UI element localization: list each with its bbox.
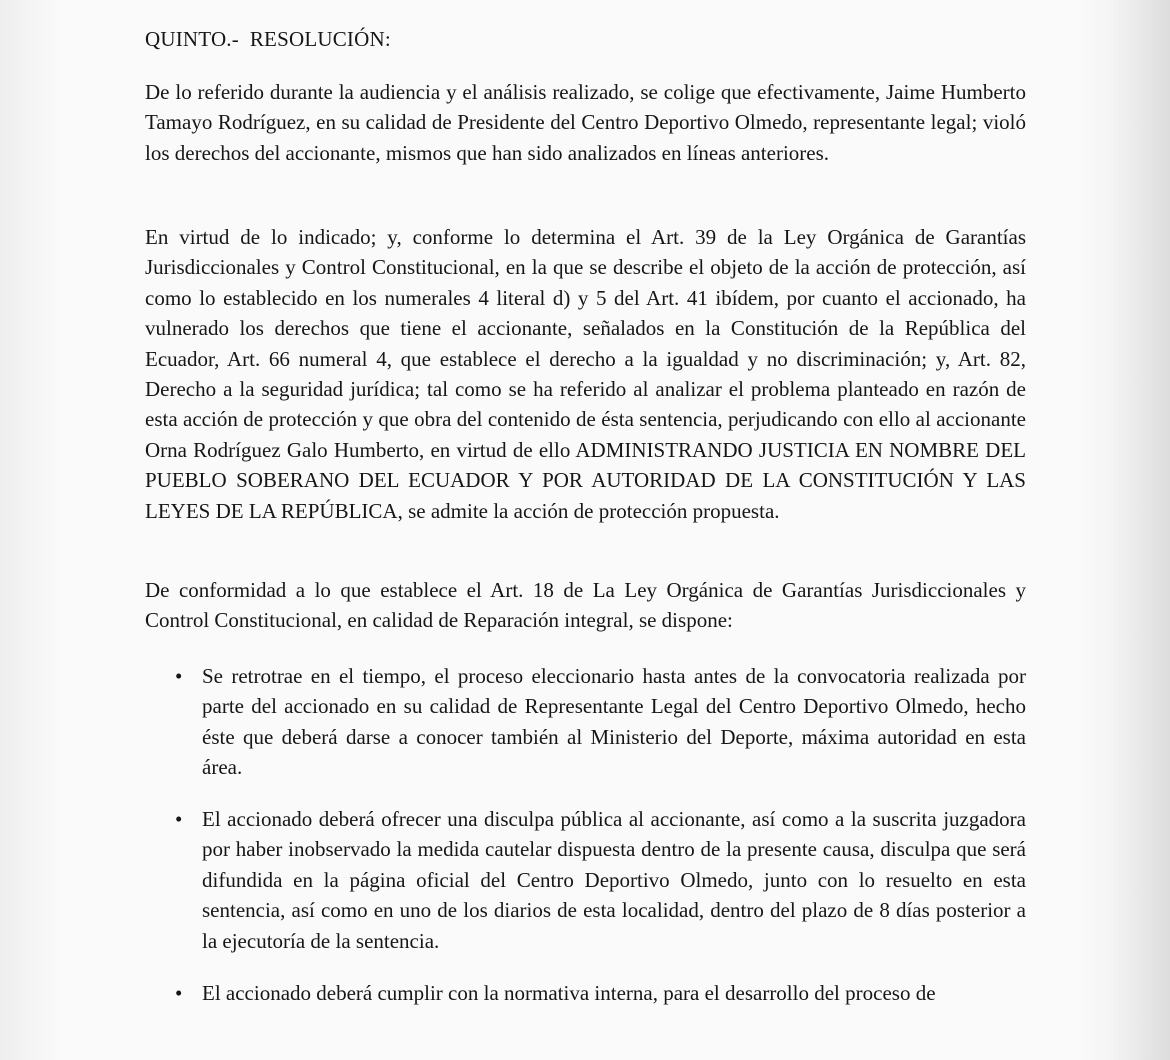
list-item-text: El accionado deberá ofrecer una disculpa pública al accionante, así como a la suscrita juzgadora por haber inobservado la medida cautelar dispuesta dentro de la presente causa, disculpa que será difundida en la página oficial del Centro Deportivo Olmedo, junto con lo resuelto en esta sentencia, así como en uno de los diarios de esta localidad, dentro del plazo de 8 días posterior a la ejecutoría de la sentencia. <box>202 807 1026 953</box>
paragraph-reparation-intro: De conformidad a lo que establece el Art. 18 de La Ley Orgánica de Garantías Jurisdiccionales y Control Constitucional, en calidad de Reparación integral, se dispone: <box>145 578 1026 633</box>
paragraph-ruling: En virtud de lo indicado; y, conforme lo determina el Art. 39 de la Ley Orgánica de Garantías Jurisdiccionales y Control Constitucional, en la que se describe el objeto de la acción de protección, así como lo establecido en los numerales 4 literal d) y 5 del Art. 41 ibídem, por cuanto el accionado, ha vulnerado los derechos que tiene el accionante, señalados en la Constitución de la República del Ecuador, Art. 66 numeral 4, que establece el derecho a la igualdad y no discriminación; y, Art. 82, Derecho a la seguridad jurídica; tal como se ha referido al analizar el problema planteado en razón de esta acción de protección y que obra del contenido de ésta sentencia, perjudicando con ello al accionante Orna Rodríguez Galo Humberto, en virtud de ello ADMINISTRANDO JUSTICIA EN NOMBRE DEL PUEBLO SOBERANO DEL ECUADOR Y POR AUTORIDAD DE LA CONSTITUCIÓN Y LAS LEYES DE LA REPÚBLICA, se admite la acción de protección propuesta. <box>145 225 1026 523</box>
bullet-icon: • <box>175 807 183 831</box>
bullet-icon: • <box>175 981 183 1005</box>
page-edge-shadow <box>1110 0 1170 1060</box>
bullet-icon: • <box>175 664 183 688</box>
paragraph-findings: De lo referido durante la audiencia y el análisis realizado, se colige que efectivamente, Jaime Humberto Tamayo Rodríguez, en su calidad de Presidente del Centro Deportivo Olmedo, representante legal; violó los derechos del accionante, mismos que han sido analizados en líneas anteriores. <box>145 80 1026 165</box>
section-heading: QUINTO.- RESOLUCIÓN: <box>145 27 391 51</box>
list-item-text: Se retrotrae en el tiempo, el proceso eleccionario hasta antes de la convocatoria realizada por parte del accionado en su calidad de Representante Legal del Centro Deportivo Olmedo, hecho éste que deberá darse a conocer también al Ministerio del Deporte, máxima autoridad en esta área. <box>202 664 1026 780</box>
list-item-text: El accionado deberá cumplir con la normativa interna, para el desarrollo del proceso de <box>202 981 936 1005</box>
